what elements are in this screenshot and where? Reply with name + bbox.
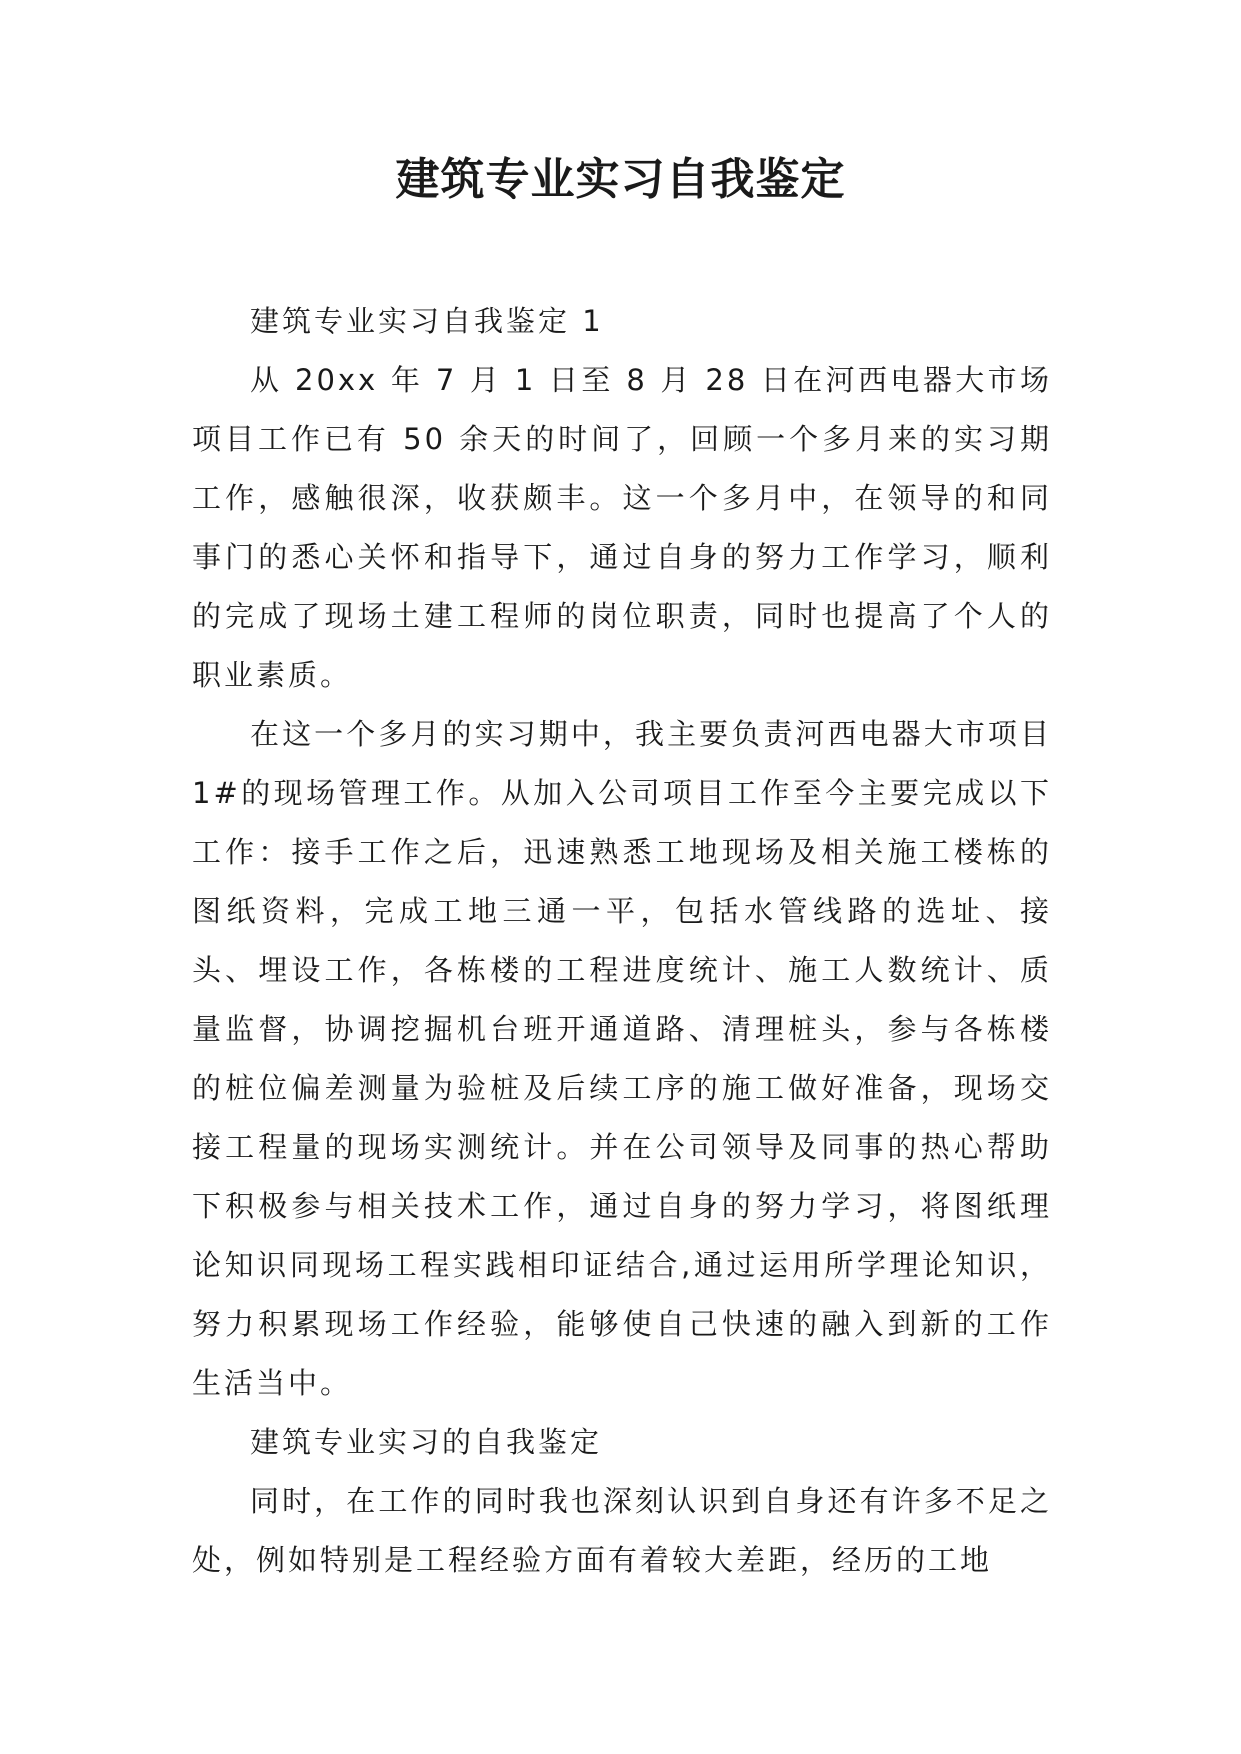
section-heading: 建筑专业实习自我鉴定 1 [250, 304, 604, 338]
paragraph: 在这一个多月的实习期中，我主要负责河西电器大市项目 1#的现场管理工作。从加入公司项目工作至今主要完成以下工作：接手工作之后，迅速熟悉工地现场及相关施工楼栋的图纸资料，完成工地三通一平，包括水管线路的选址、接头、埋设工作，各栋楼的工程进度统计、施工人数统计、质量监督，协调挖掘机台班开通道路、清理桩头，参与各栋楼的桩位偏差测量为验桩及后续工序的施工做好准备，现场交接工程量的现场实测统计。并在公司领导及同事的热心帮助下积极参与相关技术工作，通过自身的努力学习，将图纸理论知识同现场工程实践相印证结合,通过运用所学理论知识，努力积累现场工作经验，能够使自己快速的融入到新的工作生活当中。 [192, 717, 1052, 1400]
section-heading: 建筑专业实习的自我鉴定 [250, 1425, 603, 1459]
paragraph: 同时，在工作的同时我也深刻认识到自身还有许多不足之处，例如特别是工程经验方面有着较大差距，经历的工地 [192, 1484, 1052, 1577]
document-title: 建筑专业实习自我鉴定 [395, 154, 846, 205]
paragraph: 从 20xx 年 7 月 1 日至 8 月 28 日在河西电器大市场项目工作已有 50 余天的时间了，回顾一个多月来的实习期工作，感触很深，收获颇丰。这一个多月中，在领导的和同事门的悉心关怀和指导下，通过自身的努力工作学习，顺利的完成了现场土建工程师的岗位职责，同时也提高了个人的职业素质。 [192, 363, 1052, 692]
document-body [192, 292, 1052, 1590]
